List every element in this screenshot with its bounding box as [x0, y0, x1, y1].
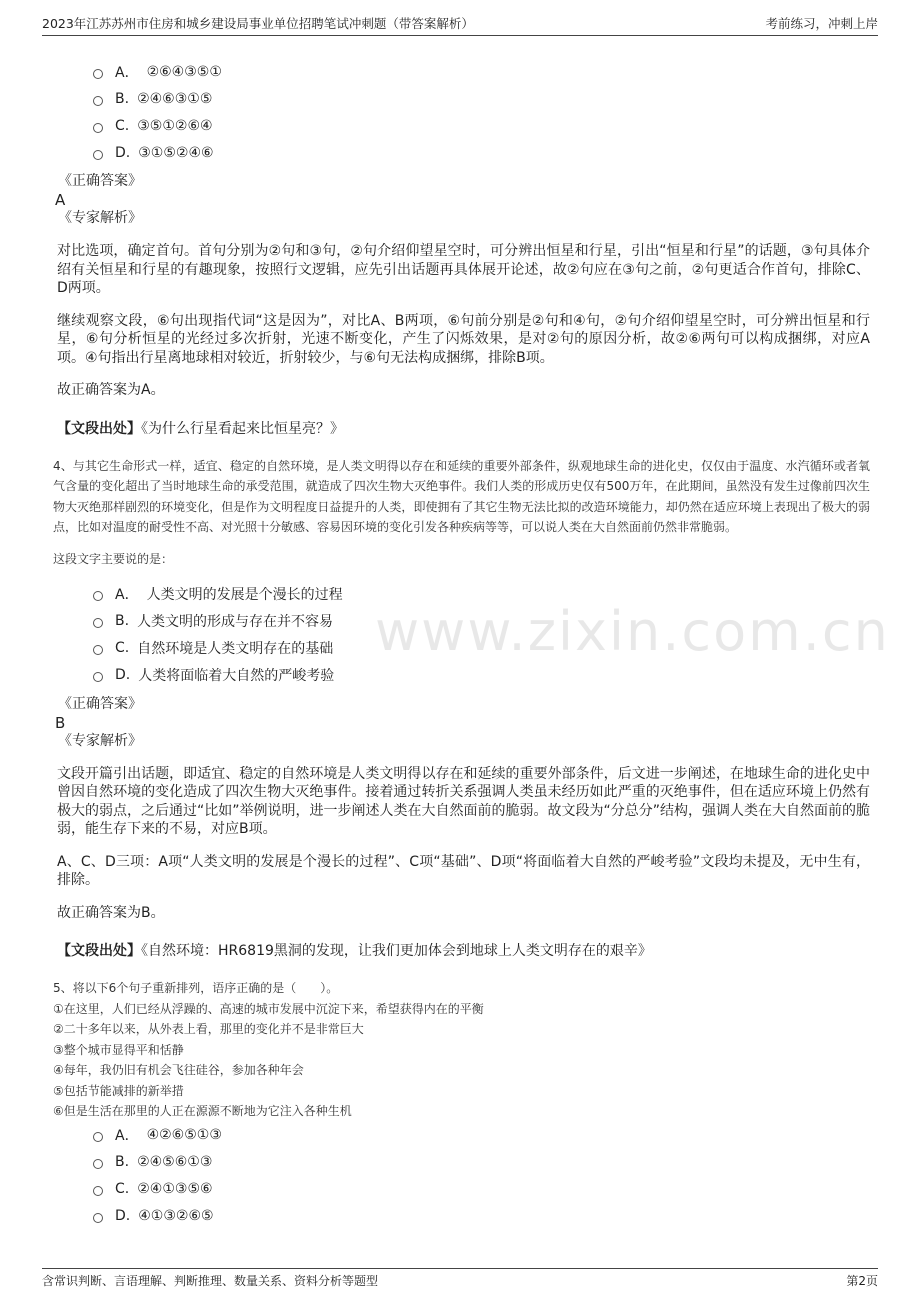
q3-option-a[interactable]	[93, 58, 870, 85]
radio-icon[interactable]	[93, 1132, 103, 1142]
source-label: 【文段出处】	[57, 420, 141, 437]
document-title: 2023年江苏苏州市住房和城乡建设局事业单位招聘笔试冲刺题（带答案解析）	[42, 16, 474, 31]
q4-prompt: 这段文字主要说的是：	[53, 551, 174, 566]
option-letter: A．	[115, 1128, 139, 1144]
option-letter: D.	[115, 667, 131, 683]
header-slogan: 考前练习，冲刺上岸	[765, 16, 878, 31]
q4-analysis-label: 《专家解析》	[58, 732, 142, 749]
q5-options	[93, 1122, 870, 1230]
q4-option-a[interactable]	[93, 581, 870, 608]
q4-answer: B	[55, 713, 66, 732]
q5-option-c[interactable]	[93, 1176, 870, 1203]
q3-answer: A	[55, 191, 66, 209]
q3-option-d[interactable]	[93, 139, 870, 166]
option-letter: D.	[115, 144, 131, 161]
q4-option-d[interactable]	[93, 662, 870, 689]
option-letter: B.	[115, 613, 130, 629]
q4-analysis-paragraph: A、C、D三项：A项“人类文明的发展是个漫长的过程”、C项“基础”、D项“将面临着大自然的严峻考验”文段均未提及，无中生有，排除。	[57, 853, 870, 888]
page-footer	[42, 1268, 878, 1294]
radio-icon[interactable]	[93, 1213, 103, 1223]
q4-answer-label: 《正确答案》	[58, 695, 142, 712]
option-text: ②⑥④③⑤①	[146, 63, 222, 80]
q4-analysis-paragraph: 文段开篇引出话题，即适宜、稳定的自然环境是人类文明得以存在和延续的重要外部条件，后文进一步阐述，在地球生命的进化史中曾因自然环境的变化造成了四次生物大灭绝事件。接着通过转折关系强调人类虽未经历如此严重的灭绝事件，但在适应环境上仍然有极大的弱点，之后通过“比如”举例说明，进一步阐述人类在大自然面前的脆弱。故文段为“分总分”结构，强调人类在大自然面前的脆弱，能生存下来的不易，对应B项。	[57, 765, 871, 837]
q3-option-c[interactable]	[93, 112, 870, 139]
option-text: ④①③②⑥⑤	[138, 1208, 214, 1224]
q3-options	[93, 58, 870, 166]
q5-sentence: ②二十多年以来，从外表上看，那里的变化并不是非常巨大	[53, 1022, 364, 1036]
q5-option-d[interactable]	[93, 1203, 870, 1230]
radio-icon[interactable]	[93, 618, 103, 628]
source-text: 《自然环境：HR6819黑洞的发现，让我们更加体会到地球上人类文明存在的艰辛》	[141, 943, 652, 959]
radio-icon[interactable]	[93, 69, 103, 79]
q3-source	[57, 418, 870, 438]
q5-sentence: ④每年，我仍旧有机会飞往硅谷，参加各种年会	[53, 1063, 304, 1077]
option-text: ②④⑥③①⑤	[137, 90, 213, 107]
option-text: 自然环境是人类文明存在的基础	[137, 641, 334, 657]
page-number: 第2页	[846, 1274, 878, 1288]
option-letter: C.	[115, 640, 130, 656]
option-text: ④②⑥⑤①③	[146, 1127, 222, 1143]
q5-option-a[interactable]	[93, 1122, 870, 1149]
option-letter: C.	[115, 1181, 130, 1197]
option-text: ③①⑤②④⑥	[138, 144, 214, 161]
q4-conclusion: 故正确答案为B。	[57, 904, 165, 921]
watermark: www.zixin.com.cn	[375, 600, 890, 663]
q5-sentence: ③整个城市显得平和恬静	[53, 1042, 184, 1057]
q3-option-b[interactable]	[93, 85, 870, 112]
q3-analysis-label: 《专家解析》	[58, 210, 142, 226]
q4-option-c[interactable]	[93, 635, 870, 662]
q3-answer-label: 《正确答案》	[58, 173, 142, 189]
q4-options	[93, 581, 870, 689]
q4-question-text: 4、与其它生命形式一样，适宜、稳定的自然环境，是人类文明得以存在和延续的重要外部条件，纵观地球生命的进化史，仅仅由于温度、水汽循环或者氧气含量的变化超出了当时地球生命的承受范围，就造成了四次生物大灭绝事件。我们人类的形成历史仅有500万年，在此期间，虽然没有发生过像前四次生物大灭绝那样剧烈的环境变化，但是作为文明程度日益提升的人类，即使拥有了其它生物无法比拟的改造环境能力，却仍然在适应环境上表现出了极大的弱点，比如对温度的耐受性不高、对光照十分敏感、容易因环境的变化引发各种疾病等等，可以说人类在大自然面前仍然非常脆弱。	[53, 458, 870, 534]
q5-sentence: ⑤包括节能减排的新举措	[53, 1083, 184, 1098]
footer-note: 含常识判断、言语理解、判断推理、数量关系、资料分析等题型	[42, 1274, 379, 1288]
q3-conclusion: 故正确答案为A。	[57, 382, 165, 398]
option-text: 人类将面临着大自然的严峻考验	[138, 668, 335, 684]
q4-source	[57, 940, 870, 960]
radio-icon[interactable]	[93, 672, 103, 682]
option-text: 人类文明的形成与存在并不容易	[137, 614, 334, 630]
q5-question-text: 5、将以下6个句子重新排列，语序正确的是（ ）。	[53, 981, 339, 995]
radio-icon[interactable]	[93, 645, 103, 655]
option-text: ③⑤①②⑥④	[137, 117, 213, 134]
option-text: 人类文明的发展是个漫长的过程	[146, 587, 343, 603]
radio-icon[interactable]	[93, 1159, 103, 1169]
q3-analysis-paragraph: 继续观察文段，⑥句出现指代词“这是因为”，对比A、B两项，⑥句前分别是②句和④句，②句介绍仰望星空时，可分辨出恒星和行星，⑥句分析恒星的光经过多次折射，光速不断变化，产生了闪烁效果，是对②句的原因分析，故②⑥两句可以构成捆绑，对应A项。④句指出行星离地球相对较近，折射较少，与⑥句无法构成捆绑，排除B项。	[57, 312, 870, 366]
q3-analysis-paragraph: 对比选项，确定首句。首句分别为②句和③句，②句介绍仰望星空时，可分辨出恒星和行星，引出“恒星和行星”的话题，③句具体介绍有关恒星和行星的有趣现象，按照行文逻辑，应先引出话题再具体展开论述，故②句应在③句之前，②句更适合作首句，排除C、D两项。	[57, 243, 870, 296]
option-letter: C.	[115, 117, 130, 134]
q5-option-b[interactable]	[93, 1149, 870, 1176]
page-header	[42, 10, 878, 36]
option-text: ②④⑤⑥①③	[137, 1154, 213, 1170]
option-letter: A．	[115, 587, 139, 603]
radio-icon[interactable]	[93, 123, 103, 133]
option-text: ②④①③⑤⑥	[137, 1181, 213, 1197]
q5-sentence: ⑥但是生活在那里的人正在源源不断地为它注入各种生机	[53, 1104, 352, 1118]
option-letter: B.	[115, 1154, 130, 1170]
q4-option-b[interactable]	[93, 608, 870, 635]
q5-sentence: ①在这里，人们已经从浮躁的、高速的城市发展中沉淀下来，希望获得内在的平衡	[53, 1001, 484, 1016]
radio-icon[interactable]	[93, 150, 103, 160]
option-letter: D.	[115, 1208, 131, 1224]
option-letter: A．	[115, 64, 139, 81]
radio-icon[interactable]	[93, 591, 103, 601]
radio-icon[interactable]	[93, 96, 103, 106]
radio-icon[interactable]	[93, 1186, 103, 1196]
source-label: 【文段出处】	[57, 943, 141, 959]
source-text: 《为什么行星看起来比恒星亮？》	[141, 420, 344, 437]
option-letter: B.	[115, 90, 130, 107]
page-content	[55, 58, 870, 1230]
